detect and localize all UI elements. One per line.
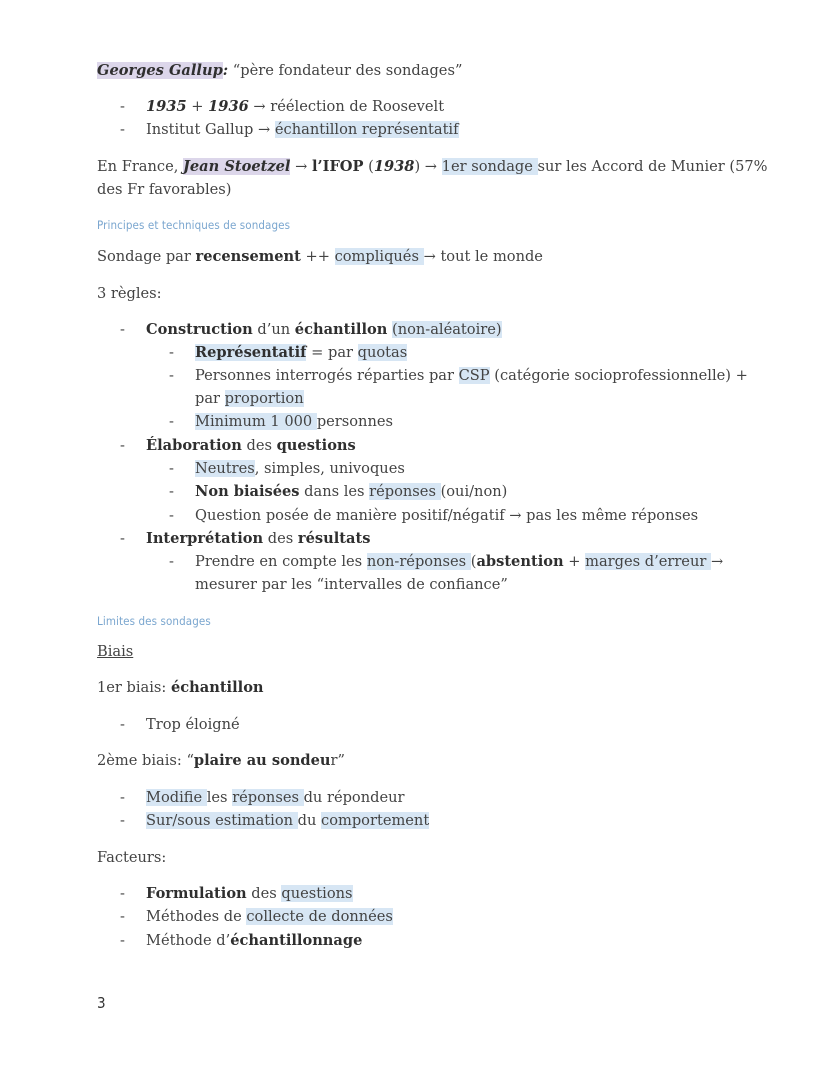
list-item: Méthodes de collecte de données: [146, 908, 393, 925]
list-item: Interprétation des résultats: [146, 530, 371, 547]
biais-subheading: Biais: [97, 643, 134, 660]
france-line-2: des Fr favorables): [97, 181, 232, 198]
recensement-line: Sondage par recensement ++ compliqués → tout le monde: [97, 248, 543, 265]
list-item: Minimum 1 000 personnes: [195, 413, 393, 430]
gallup-line: Georges Gallup: “père fondateur des sondages”: [97, 62, 463, 79]
bullet-dash: -: [169, 483, 174, 500]
list-item: Question posée de manière positif/négatif → pas les même réponses: [195, 507, 699, 524]
france-line: En France, Jean Stoetzel → l’IFOP (1938) → 1er sondage sur les Accord de Munier (57%: [97, 158, 768, 175]
list-item: Méthode d’échantillonnage: [146, 932, 363, 949]
list-item: Personnes interrogés réparties par CSP (catégorie socioprofessionnelle) +: [195, 367, 748, 384]
bullet-dash: -: [120, 908, 125, 925]
list-item: Non biaisées dans les réponses (oui/non): [195, 483, 508, 500]
bullet-dash: -: [120, 437, 125, 454]
bullet-dash: -: [169, 367, 174, 384]
section-heading: Principes et techniques de sondages: [97, 218, 291, 232]
bullet-dash: -: [120, 789, 125, 806]
bullet-dash: -: [169, 507, 174, 524]
bullet-dash: -: [169, 460, 174, 477]
list-item: Neutres, simples, univoques: [195, 460, 405, 477]
bullet-dash: -: [120, 885, 125, 902]
list-item: Sur/sous estimation du comportement: [146, 812, 430, 829]
bullet-dash: -: [120, 716, 125, 733]
list-item: Modifie les réponses du répondeur: [146, 789, 405, 806]
biais1-line: 1er biais: échantillon: [97, 679, 264, 696]
bullet-dash: -: [120, 121, 125, 138]
list-item: Prendre en compte les non-réponses (abstention + marges d’erreur →: [195, 553, 724, 570]
bullet-dash: -: [169, 344, 174, 361]
list-item: Institut Gallup → échantillon représentatif: [146, 121, 459, 138]
page-number: 3: [97, 994, 106, 1012]
regles-line: 3 règles:: [97, 285, 162, 302]
bullet-dash: -: [120, 812, 125, 829]
list-item: Représentatif = par quotas: [195, 344, 408, 361]
biais2-line: 2ème biais: “plaire au sondeur”: [97, 752, 345, 769]
list-item-continuation: mesurer par les “intervalles de confiance”: [195, 576, 508, 593]
bullet-dash: -: [120, 98, 125, 115]
list-item: Trop éloigné: [146, 716, 240, 733]
facteurs-line: Facteurs:: [97, 849, 167, 866]
list-item: Construction d’un échantillon (non-aléatoire): [146, 321, 502, 338]
list-item-continuation: par proportion: [195, 390, 304, 407]
list-item: Formulation des questions: [146, 885, 353, 902]
stoetzel-name: Jean Stoetzel: [182, 158, 291, 175]
list-item: 1935 + 1936 → réélection de Roosevelt: [146, 98, 445, 115]
gallup-name: Georges Gallup: [97, 62, 223, 79]
list-item: Élaboration des questions: [146, 437, 356, 454]
bullet-dash: -: [120, 321, 125, 338]
section-heading: Limites des sondages: [97, 614, 211, 628]
bullet-dash: -: [169, 413, 174, 430]
bullet-dash: -: [169, 553, 174, 570]
bullet-dash: -: [120, 530, 125, 547]
bullet-dash: -: [120, 932, 125, 949]
